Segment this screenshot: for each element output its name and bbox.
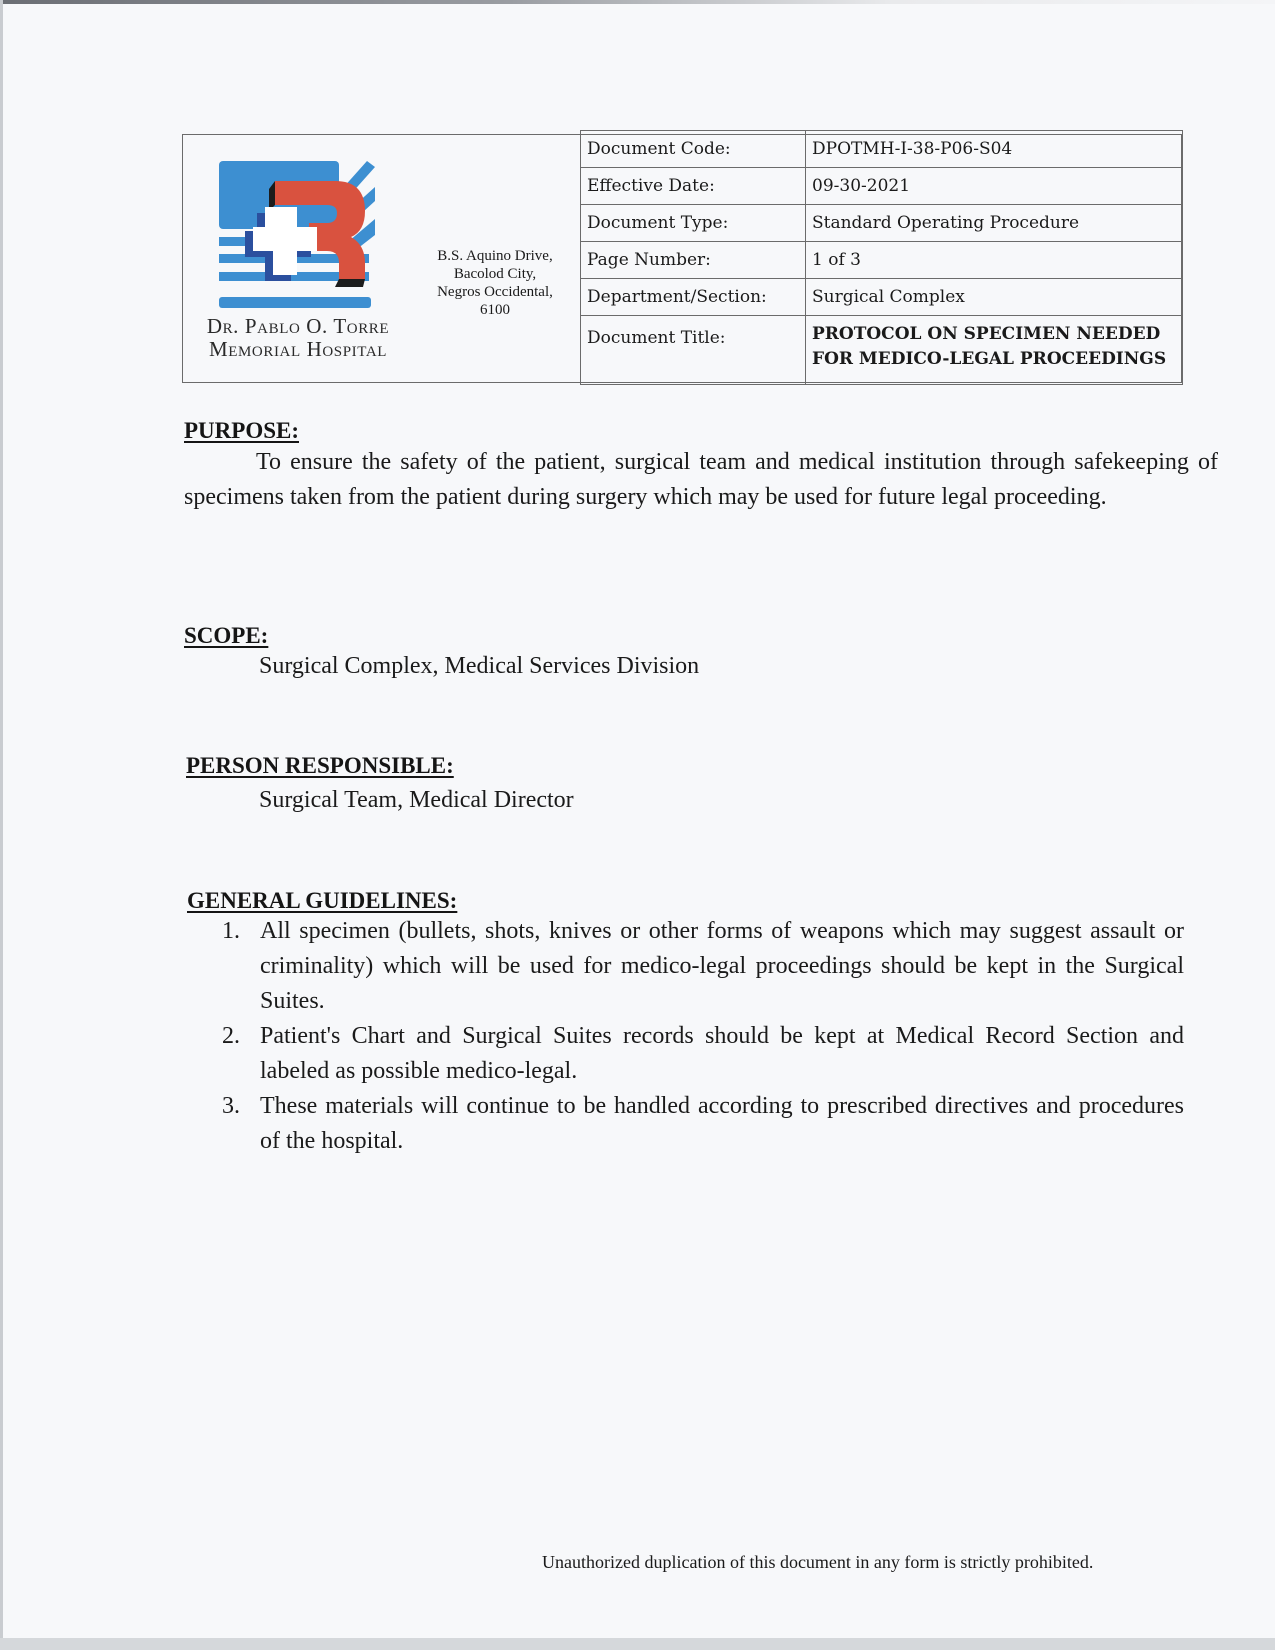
- meta-label: Document Code:: [581, 131, 806, 168]
- hospital-address: [415, 247, 575, 319]
- hospital-name: [193, 315, 403, 361]
- meta-label: Document Title:: [581, 316, 806, 385]
- hospital-logo-icon: [217, 159, 377, 309]
- guideline-item: [218, 1089, 1184, 1159]
- document-meta-table: [580, 130, 1183, 385]
- guideline-text: All specimen (bullets, shots, knives or other forms of weapons which may suggest assault or criminality) which will be used for medico-legal proceedings should be kept in the Surgical Suites.: [260, 918, 1184, 1014]
- scan-edge-bottom: [0, 1638, 1275, 1650]
- meta-value-document-title: [806, 316, 1183, 385]
- person-responsible-text: Surgical Team, Medical Director: [259, 787, 574, 813]
- logo-cell: [183, 135, 581, 382]
- purpose-text: To ensure the safety of the patient, surgical team and medical institution through safekeeping of specimens taken from the patient during surgery which may be used for future legal proceeding.: [184, 449, 1218, 510]
- address-line1: B.S. Aquino Drive,: [437, 248, 553, 264]
- address-line3: Negros Occidental,: [437, 284, 553, 300]
- meta-label: Page Number:: [581, 242, 806, 279]
- guideline-number: 1.: [222, 918, 240, 944]
- meta-label: Department/Section:: [581, 279, 806, 316]
- document-header: [182, 134, 1182, 383]
- meta-row-department: [581, 279, 1183, 316]
- purpose-heading: PURPOSE:: [184, 418, 299, 443]
- meta-value-document-code: DPOTMH-I-38-P06-S04: [806, 131, 1183, 168]
- guideline-item: [218, 914, 1184, 1019]
- meta-row-page-number: [581, 242, 1183, 279]
- person-responsible-heading: PERSON RESPONSIBLE:: [186, 753, 454, 778]
- meta-label: Document Type:: [581, 205, 806, 242]
- guideline-text: These materials will continue to be handled according to prescribed directives and procedures of the hospital.: [260, 1093, 1184, 1154]
- guideline-item: [218, 1019, 1184, 1089]
- meta-row-effective-date: [581, 168, 1183, 205]
- document-title-line2: FOR MEDICO-LEGAL PROCEEDINGS: [812, 349, 1167, 369]
- scope-text: Surgical Complex, Medical Services Division: [259, 653, 700, 679]
- meta-row-document-code: [581, 131, 1183, 168]
- scan-edge-top: [0, 0, 1275, 4]
- document-title-line1: PROTOCOL ON SPECIMEN NEEDED: [812, 324, 1161, 344]
- address-line4: 6100: [480, 302, 510, 318]
- meta-row-document-title: [581, 316, 1183, 385]
- meta-value-page-number: 1 of 3: [806, 242, 1183, 279]
- scan-edge-left: [0, 0, 3, 1650]
- guidelines-list: [218, 914, 1184, 1159]
- meta-value-effective-date: 09-30-2021: [806, 168, 1183, 205]
- guideline-number: 3.: [222, 1093, 240, 1119]
- footer-notice: Unauthorized duplication of this document in any form is strictly prohibited.: [542, 1552, 1094, 1572]
- hospital-name-line1: Dr. Pablo O. Torre: [206, 314, 390, 338]
- address-line2: Bacolod City,: [453, 266, 537, 282]
- guideline-number: 2.: [222, 1023, 240, 1049]
- meta-value-document-type: Standard Operating Procedure: [806, 205, 1183, 242]
- hospital-name-line2: Memorial Hospital: [208, 337, 388, 361]
- meta-value-department: Surgical Complex: [806, 279, 1183, 316]
- meta-label: Effective Date:: [581, 168, 806, 205]
- meta-row-document-type: [581, 205, 1183, 242]
- guideline-text: Patient's Chart and Surgical Suites records should be kept at Medical Record Section and labeled as possible medico-legal.: [260, 1023, 1184, 1084]
- scope-heading: SCOPE:: [184, 623, 269, 648]
- general-guidelines-heading: GENERAL GUIDELINES:: [187, 888, 458, 913]
